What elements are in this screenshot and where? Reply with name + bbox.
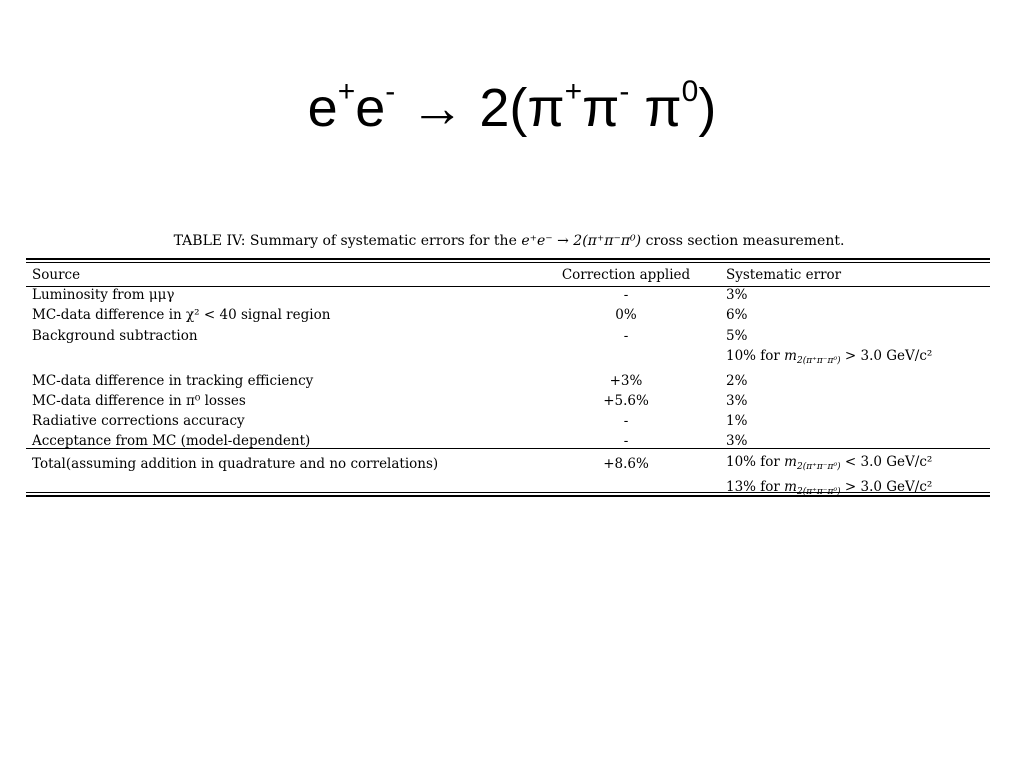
row-source: MC-data difference in π⁰ losses xyxy=(32,393,246,410)
table-top-rule-2 xyxy=(26,262,990,263)
row-error: 3% xyxy=(726,433,748,450)
total-row xyxy=(26,452,990,477)
row-source: Luminosity from μμγ xyxy=(32,287,175,304)
row-correction: - xyxy=(623,413,629,430)
table-row xyxy=(26,391,990,411)
caption-process: e⁺e⁻ → 2(π⁺π⁻π⁰) xyxy=(521,233,642,249)
row-correction: - xyxy=(623,327,629,344)
row-source xyxy=(26,346,532,371)
total-error-high: 13% for $m_{2(\pi^+\pi^-\pi^0)} > 3.0$ GeV/c² xyxy=(726,478,933,497)
table-row xyxy=(26,305,990,325)
row-correction: +5.6% xyxy=(603,393,649,410)
table-row xyxy=(26,285,990,305)
table-row xyxy=(26,431,990,451)
header-source: Source xyxy=(32,267,81,284)
slide-title: e+e- → 2(π+π- $\pi^0$) xyxy=(307,75,717,138)
row-correction: - xyxy=(623,433,629,450)
row-source: Background subtraction xyxy=(32,327,198,344)
row-correction: +3% xyxy=(609,372,643,389)
total-row-2 xyxy=(26,477,990,502)
row-correction: - xyxy=(623,287,629,304)
table-top-rule xyxy=(26,258,990,260)
row-error: 3% xyxy=(726,393,748,410)
total-error-low: 10% for $m_{2(\pi^+\pi^-\pi^0)} < 3.0$ GeV/c² xyxy=(726,453,933,472)
table-caption: TABLE IV: Summary of systematic errors for the e⁺e⁻ → 2(π⁺π⁻π⁰) cross section measurement. xyxy=(173,233,845,249)
table-row xyxy=(26,411,990,431)
header-correction: Correction applied xyxy=(561,267,691,284)
row-error: 10% for $m_{2(\pi^+\pi^-\pi^0)} > 3.0$ GeV/c² xyxy=(726,347,933,366)
header-error: Systematic error xyxy=(726,267,842,284)
row-source: Acceptance from MC (model-dependent) xyxy=(32,433,311,450)
row-error: 5% xyxy=(726,327,748,344)
systematics-table xyxy=(26,265,990,502)
total-correction: +8.6% xyxy=(603,456,649,472)
row-source: MC-data difference in χ² < 40 signal region xyxy=(32,307,331,324)
table-row xyxy=(26,346,990,371)
row-correction: 0% xyxy=(615,307,637,324)
row-source: MC-data difference in tracking efficiency xyxy=(32,372,314,389)
row-error: 2% xyxy=(726,372,748,389)
row-error: 3% xyxy=(726,287,748,304)
table-row xyxy=(26,371,990,391)
row-source: Radiative corrections accuracy xyxy=(32,413,245,430)
row-error: 6% xyxy=(726,307,748,324)
total-source: Total(assuming addition in quadrature and no correlations) xyxy=(32,456,439,472)
row-error: 1% xyxy=(726,413,748,430)
header-row xyxy=(26,265,990,285)
row-correction xyxy=(532,346,720,371)
table-row xyxy=(26,326,990,346)
